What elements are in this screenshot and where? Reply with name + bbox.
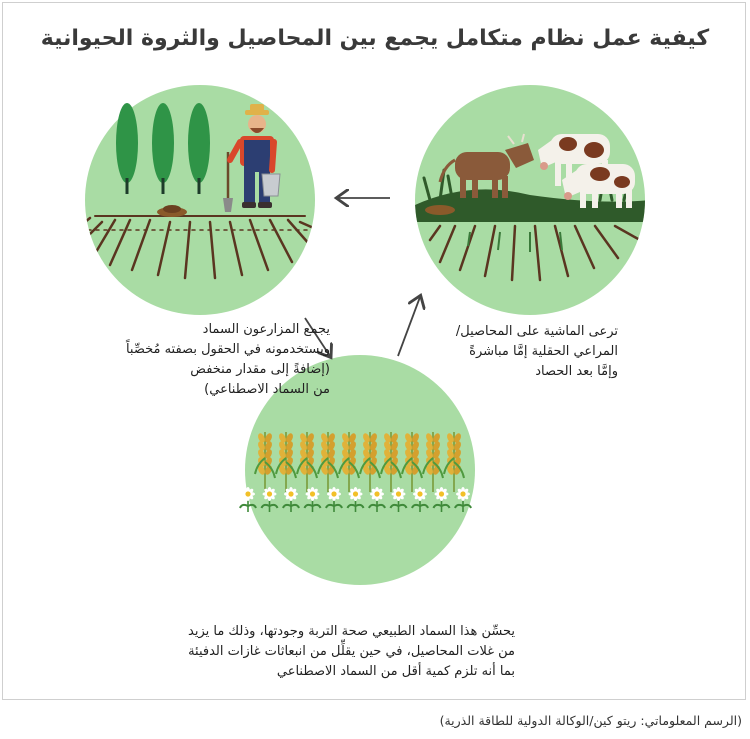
manure-pile-icon bbox=[425, 205, 455, 215]
livestock-circle bbox=[415, 85, 650, 315]
infographic-title: كيفية عمل نظام متكامل يجمع بين المحاصيل والثروة الحيوانية bbox=[40, 26, 710, 51]
farmer-caption bbox=[126, 320, 330, 400]
farmer-caption-line: (إضافةً إلى مقدار منخفض bbox=[190, 362, 330, 377]
livestock-caption-line: وإمَّا بعد الحصاد bbox=[535, 364, 618, 379]
crops-caption-line: يحسِّن هذا السماد الطبيعي صحة التربة وجودتها، وذلك ما يزيد bbox=[188, 624, 515, 639]
crops-caption-line: بما أنه تلزم كمية أقل من السماد الاصطناعي bbox=[276, 664, 515, 679]
crops-caption-line: من غلات المحاصيل، في حين يقلِّل من انبعاثات غازات الدفيئة bbox=[188, 644, 515, 659]
image-credit: (الرسم المعلوماتي: ريتو كين/الوكالة الدولية للطاقة الذرية) bbox=[439, 713, 742, 728]
arrow-crops-to-livestock bbox=[398, 297, 420, 356]
crops-caption bbox=[188, 622, 515, 682]
farmer-caption-line: من السماد الاصطناعي) bbox=[204, 382, 330, 397]
farmer-caption-line: ويستخدمونه في الحقول بصفته مُخصِّباً bbox=[125, 342, 330, 357]
livestock-caption-line: المراعي الحقلية إمَّا مباشرةً bbox=[469, 344, 618, 359]
farmer-circle bbox=[80, 85, 318, 315]
livestock-caption-line: ترعى الماشية على المحاصيل/ bbox=[455, 324, 618, 339]
livestock-caption bbox=[456, 322, 618, 382]
farmer-caption-line: يجمع المزارعون السماد bbox=[202, 322, 330, 337]
